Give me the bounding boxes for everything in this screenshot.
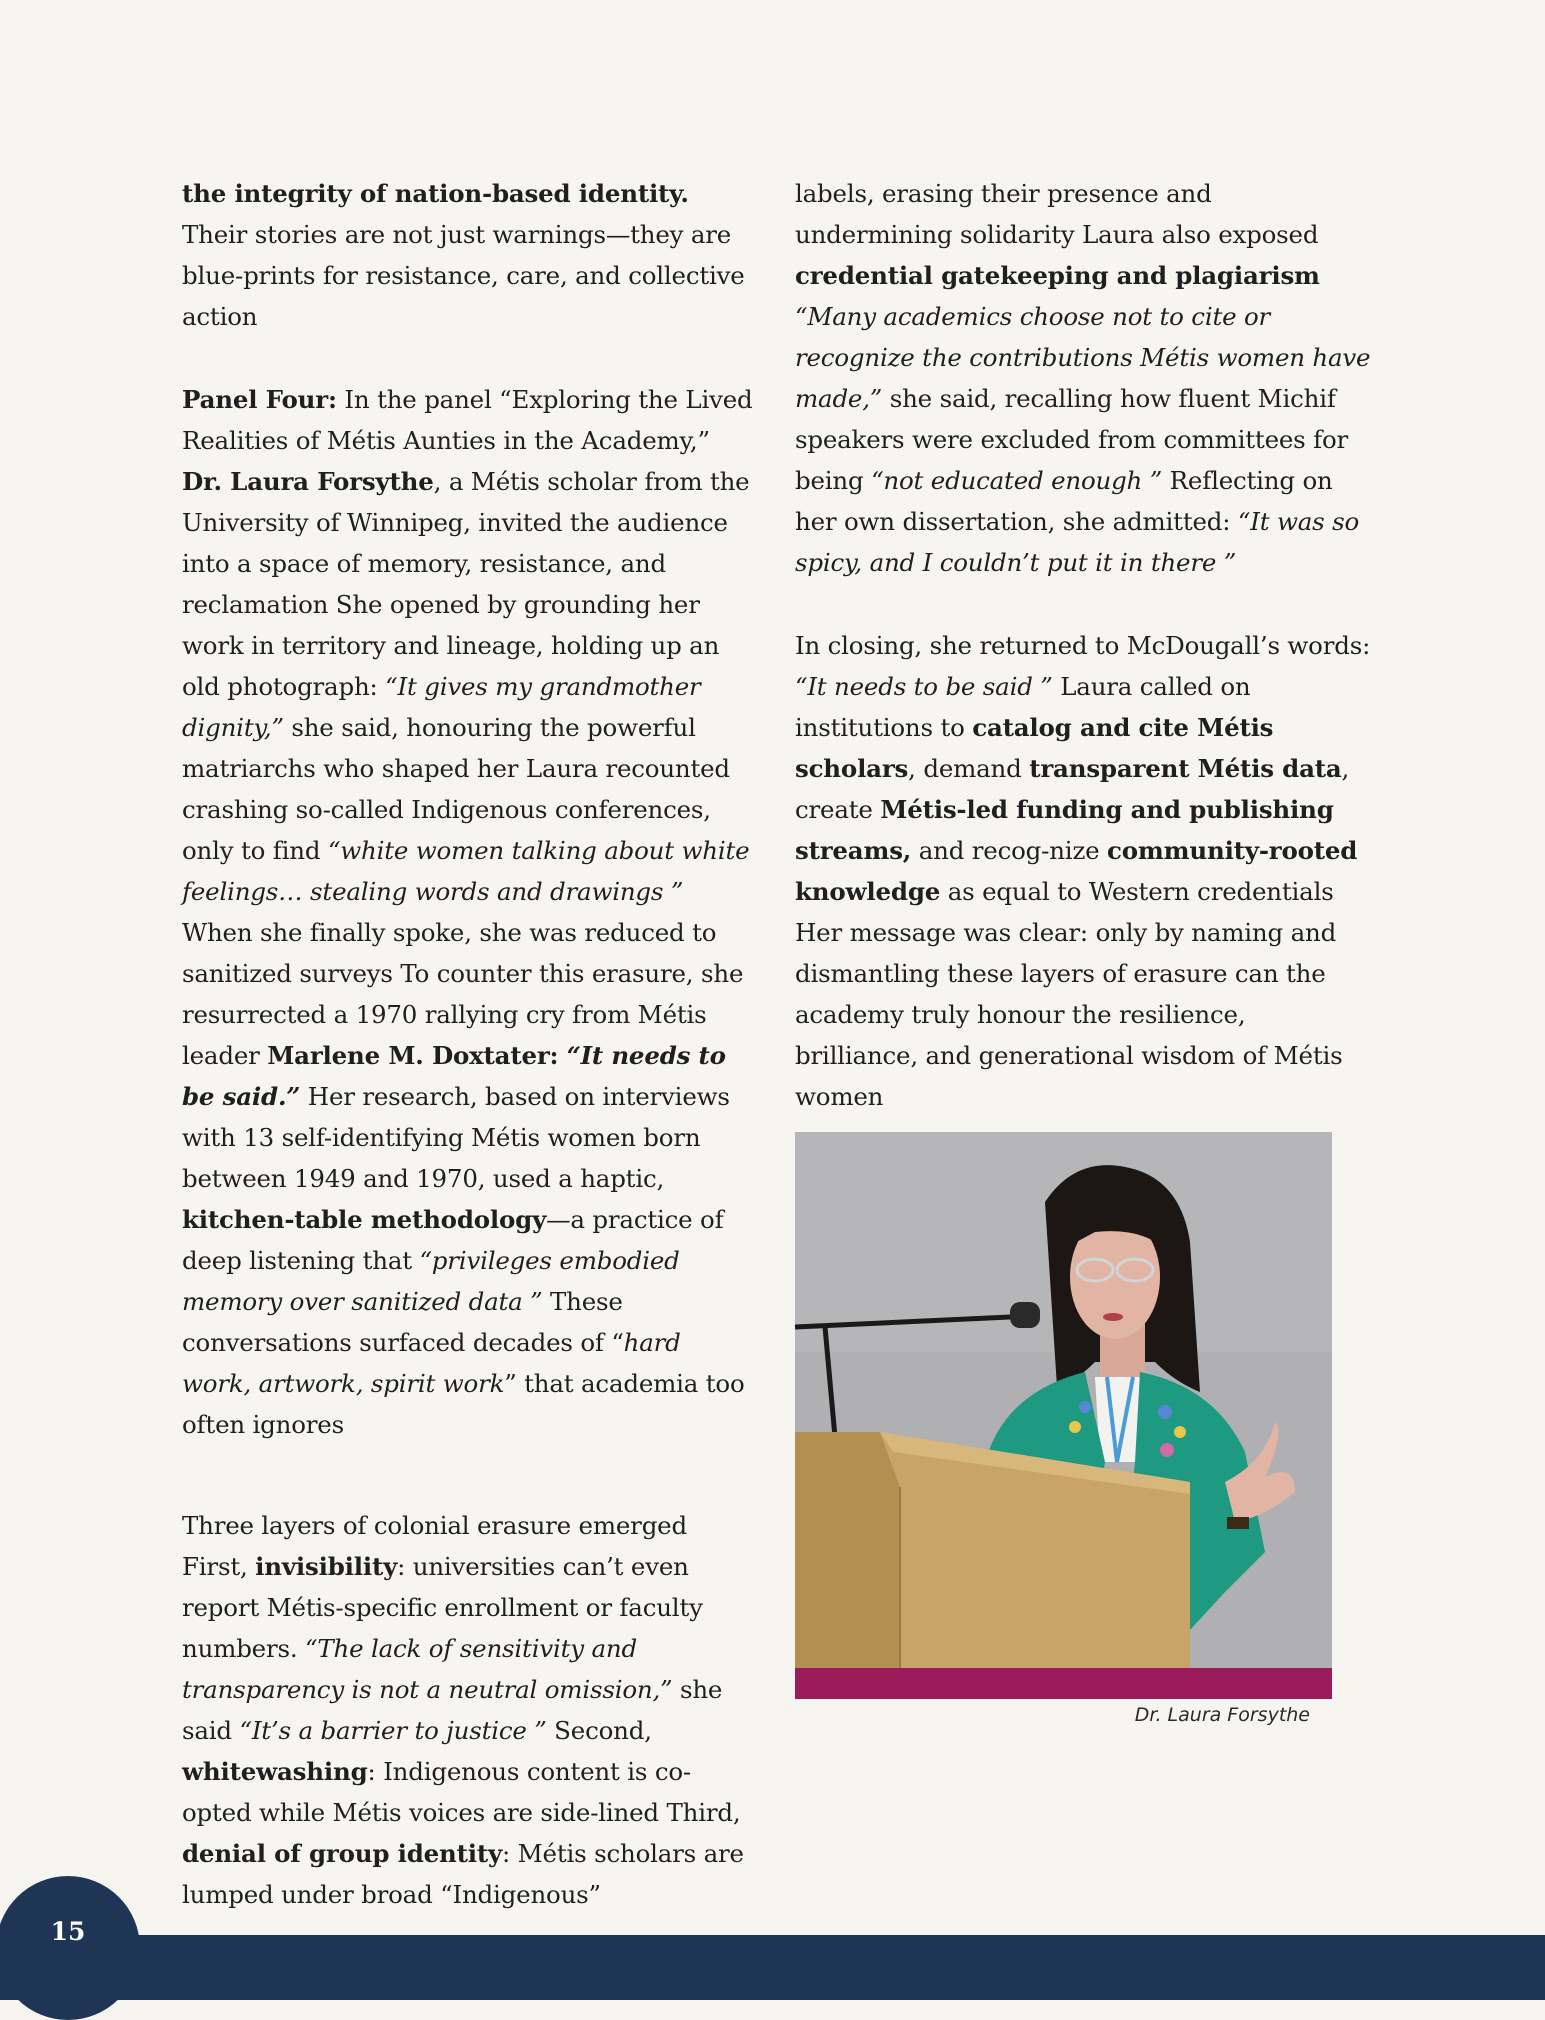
- left-paragraph-1: the integrity of nation-based identity. Their stories are not just warnings—they are blue-prints for resistance, care, and collective action: [182, 179, 745, 331]
- footer-bar: [0, 1935, 1545, 2000]
- page-number-badge: [0, 1876, 140, 2020]
- right-paragraph-1: labels, erasing their presence and undermining solidarity Laura also exposed credential gatekeeping and plagiarism “Many academics choose not to cite or recognize the contributions Métis women have made,” she said, recalling how fluent Michif speakers were excluded from committees for being “not educated enough ” Reflecting on her own dissertation, she admitted: “It was so spicy, and I couldn’t put it in there ”: [795, 179, 1371, 577]
- right-paragraph-2: In closing, she returned to McDougall’s words: “It needs to be said ” Laura called on institutions to catalog and cite Métis scholars, demand transparent Métis data, create Métis-led funding and publishing streams, and recog-nize community-rooted knowledge as equal to Western credentials Her message was clear: only by naming and dismantling these layers of erasure can the academy truly honour the resilience, brilliance, and generational wisdom of Métis women: [795, 631, 1371, 1111]
- photo-accent-bar: [795, 1668, 1332, 1699]
- left-paragraph-2: Panel Four: In the panel “Exploring the Lived Realities of Métis Aunties in the Academy,” Dr. Laura Forsythe, a Métis scholar from the University of Winnipeg, invited the audience into a space of memory, resistance, and reclamation She opened by grounding her work in territory and lineage, holding up an old photograph: “It gives my grandmother dignity,” she said, honouring the powerful matriarchs who shaped her Laura recounted crashing so-called Indigenous conferences, only to find “white women talking about white feelings… stealing words and drawings ” When she finally spoke, she was reduced to sanitized surveys To counter this erasure, she resurrected a 1970 rallying cry from Métis leader Marlene M. Doxtater: “It needs to be said.” Her research, based on interviews with 13 self-identifying Métis women born between 1949 and 1970, used a haptic, kitchen-table methodology—a practice of deep listening that “privileges embodied memory over sanitized data ” These conversations surfaced decades of “hard work, artwork, spirit work” that academia too often ignores: [182, 385, 753, 1439]
- left-paragraph-3: Three layers of colonial erasure emerged First, invisibility: universities can’t even report Métis-specific enrollment or faculty numbers. “The lack of sensitivity and transparency is not a neutral omission,” she said “It’s a barrier to justice ” Second, whitewashing: Indigenous content is co-opted while Métis voices are side-lined Third, denial of group identity: Métis scholars are lumped under broad “Indigenous”: [182, 1511, 744, 1909]
- speaker-photo: [795, 1132, 1332, 1668]
- speaker-figure: [795, 1132, 1332, 1726]
- photo-caption: Dr. Laura Forsythe: [1134, 1704, 1310, 1726]
- right-column: [795, 173, 1375, 1117]
- speaker-illustration: [795, 1132, 1332, 1668]
- page-number: 15: [50, 1917, 86, 1946]
- left-column: [182, 173, 757, 1915]
